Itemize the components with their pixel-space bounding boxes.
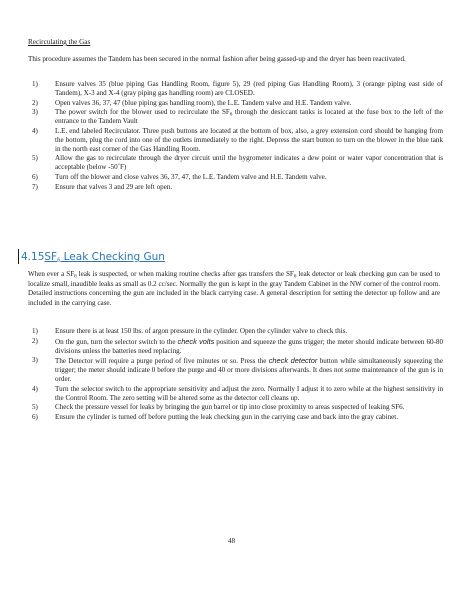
list-item: 2) On the gun, turn the selector switch to the check volts position and squeeze the guns trigger; the meter should indicate between 60-80 divisions unless the batteries need replacing. — [32, 336, 443, 355]
list-item: 5) Allow the gas to recirculate through the dryer circuit until the hygrometer indicates a dew point or water vapor concentration that is acceptable (below -50˚F) — [32, 154, 443, 172]
list-item: 3) The power switch for the blower used to recirculate the $SF_6$ through the desiccant tanks is located at the fuse box to the left of the entrance to the Tandem Vault — [32, 108, 443, 126]
list-item: 2) Open valves 36, 37, 47 (blue piping gas handling room), the L.E. Tandem valve and H.E. Tandem valve. — [32, 98, 352, 107]
list-item: 6) Ensure the cylinder is turned off before putting the leak checking gun in the carrying case and back into the gray cabinet. — [32, 412, 399, 421]
section-marker — [18, 249, 19, 264]
list-item: 3) The Detector will require a purge period of five minutes or so. Press the check detector button while simultaneously squeezing the trigger; the meter should indicate 0 before the purge and 40 or more divisions afterwards. It does not some maintenance of the gun is in order. — [32, 356, 443, 384]
recirculating-intro: This procedure assumes the Tandem has been secured in the normal fashion after being gassed-up and the dryer has been reactivated. — [28, 55, 406, 63]
leak-intro: When ever a $SF_6$ leak is suspected, or when making routine checks after gas transfers the $SF_6$ leak detector or leak checking gun can be used to localize small, inaudible leaks as small as 0.2 cc/sec. Normally the gun is kept in the gray Tandem Cabinet in the NW corner of the control room. Detailed instructions concerning the gun are included in the black carrying case. A general description for setting the detector up follow and are included in the carrying case. — [28, 270, 441, 307]
list-item: 7) Ensure that valves 3 and 29 are left open. — [32, 182, 173, 191]
recirculating-steps — [28, 80, 443, 192]
list-item: 4) Turn the selector switch to the appropriate sensitivity and adjust the zero. Normally I adjust it to zero while at the highest sensitivity in the Control Room. The zero setting will be altered some as the detector cell cleans up. — [32, 384, 443, 402]
leak-steps — [28, 327, 443, 423]
section-number: 4.15 — [21, 251, 45, 263]
list-item: 1) Ensure valves 35 (blue piping Gas Handling Room, figure 5), 29 (red piping Gas Handling Room), 3 (orange piping east side of Tandem), X-3 and X-4 (gray piping gas handling room) are CLOSED. — [32, 80, 443, 97]
recirculating-heading: Recirculating the Gas — [28, 38, 91, 46]
section-title: $4.15SF_6$ Leak Checking Gun — [21, 251, 165, 264]
list-item: 1) Ensure there is at least 150 lbs. of argon pressure in the cylinder. Open the cylinder valve to check this. — [32, 327, 348, 335]
list-item: 6) Turn off the blower and close valves 36, 37, 47, the L.E. Tandem valve and H.E. Tandem valve. — [32, 172, 327, 181]
section-title-a: SF — [44, 251, 58, 263]
list-item: 5) Check the pressure vessel for leaks by bringing the gun barrel or tip into close proximity to areas suspected of leaking SF6. — [32, 403, 405, 412]
page-number: 48 — [227, 537, 236, 545]
list-item: 4) L.E. end labeled Recirculator. Three push buttons are located at the bottom of box, also, a grey extension cord should be hanging from the bottom, plug the cord into one of the outlets immediately to the right. Depress the start button to turn on the blower in the blue tank in the north east corner of the Gas Handling Room. — [32, 126, 443, 153]
